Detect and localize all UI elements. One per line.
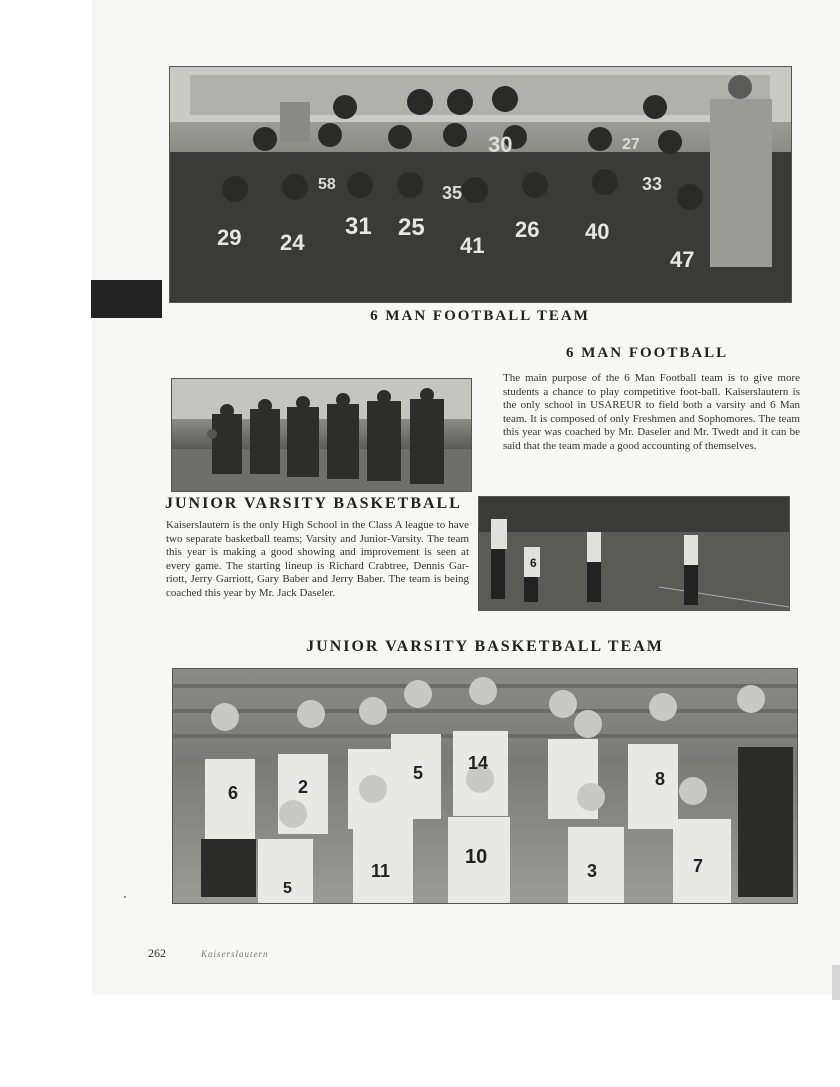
football-team-photo: [169, 66, 792, 303]
football-description: The main purpose of the 6 Man Football team is to give more students a chance to play competitive foot-ball. Kaiserslautern is the only school in USAREUR to field both a varsity and 6 Man team. It is composed of only Freshmen and Sophomores. The team this year was coached by Mr. Daseler and Mr. Twedt and it can be said that the team made a good accounting of themselves.: [503, 372, 800, 452]
basketball-heading: JUNIOR VARSITY BASKETBALL: [165, 495, 462, 512]
jersey-number: 6: [530, 556, 537, 570]
basketball-action-photo: [478, 496, 790, 611]
basketball-description: Kaiserslautern is the only High School in the Class A league to have two separate basketball teams; Varsity and Junior-Varsity. The team this year is making a good showing and improvement is seen at every game. The starting lineup is Richard Crabtree, Dennis Gar-riott, Jerry Garriott, Gary Baber and Jerry Baber. The team is being coached this year by Mr. Jack Daseler.: [166, 519, 469, 599]
black-tab-marker: [91, 280, 162, 318]
jersey-number: 10: [465, 846, 488, 868]
jersey-number: 25: [398, 214, 425, 241]
jersey-number: 14: [468, 753, 489, 773]
scan-edge: [832, 965, 840, 1000]
jersey-number: 6: [228, 783, 239, 803]
jersey-number: 5: [413, 763, 424, 783]
football-team-caption: 6 MAN FOOTBALL TEAM: [370, 308, 590, 324]
basketball-team-caption: JUNIOR VARSITY BASKETBALL TEAM: [306, 638, 664, 655]
jersey-number: 2: [298, 777, 309, 797]
jersey-number: 5: [283, 880, 292, 897]
jersey-number: 31: [345, 213, 372, 240]
jersey-number: 26: [515, 217, 540, 242]
jersey-number: 7: [693, 856, 704, 876]
jersey-number: 24: [280, 230, 305, 255]
jersey-number: 58: [318, 176, 336, 193]
publication-name: Kaiserslautern: [201, 949, 269, 959]
jersey-number: 47: [670, 247, 695, 272]
jersey-number: 33: [642, 174, 663, 194]
jersey-number: 41: [460, 233, 485, 258]
jersey-number: 40: [585, 219, 610, 244]
jersey-number: 27: [622, 136, 640, 153]
jersey-number: 35: [442, 183, 463, 203]
football-heading: 6 MAN FOOTBALL: [566, 345, 729, 361]
jersey-number: 8: [655, 769, 666, 789]
jersey-number: 30: [488, 132, 513, 157]
jersey-number: 11: [371, 861, 391, 881]
basketball-team-photo: [172, 668, 798, 904]
jersey-number: 29: [217, 225, 242, 250]
print-speck: [124, 896, 126, 898]
junior-varsity-practice-photo: [171, 378, 472, 492]
jersey-number: 3: [587, 861, 598, 881]
page-number: 262: [148, 946, 166, 960]
